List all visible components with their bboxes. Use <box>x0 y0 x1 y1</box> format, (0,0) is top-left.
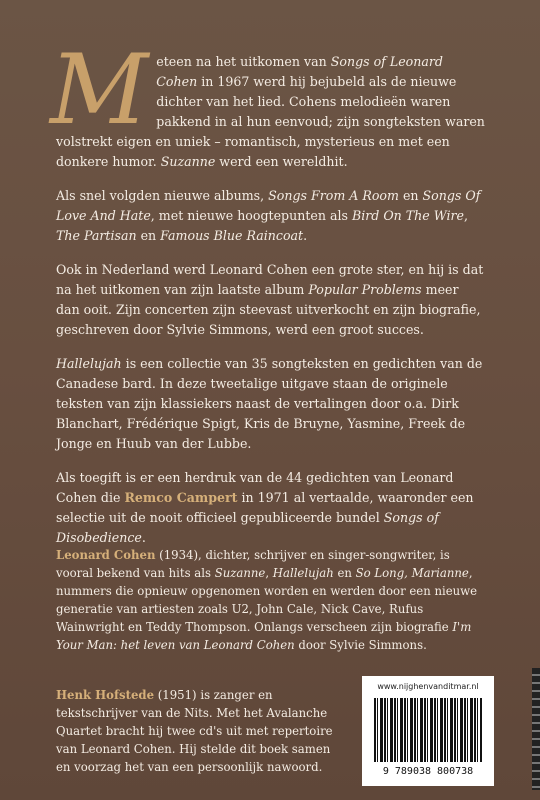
blurb <box>50 34 486 562</box>
text: (1951) is zanger en tekstschrijver van de Nits. Met het Avalanche Quartet bracht hij twee cd's uit met repertoire van Leonard Cohen. Hij stelde dit boek samen en voorzag het van een persoonlijk nawoord. <box>56 688 333 774</box>
barcode-panel <box>362 676 494 786</box>
text: . <box>141 530 146 545</box>
text: Als snel volgden nieuwe albums, <box>56 188 269 203</box>
isbn-number: 9 789038 800738 <box>382 766 474 777</box>
text: , <box>463 208 468 223</box>
song-title: The Partisan <box>56 228 137 243</box>
text: Als toegift is er een herdruk van de 44 gedichten van Leonard Cohen die <box>56 470 454 505</box>
translator-name: Remco Campert <box>124 490 238 505</box>
album-title: Songs of Leonard Cohen <box>156 54 443 89</box>
author-name: Leonard Cohen <box>56 548 156 562</box>
text: door Sylvie Simmons. <box>294 638 427 652</box>
publisher-url: www.nijghenvanditmar.nl <box>377 682 479 691</box>
text: werd een wereldhit. <box>215 154 348 169</box>
text: . <box>303 228 308 243</box>
text: en <box>136 228 161 243</box>
text: meer dan ooit. Zijn concerten zijn steevast uitverkocht en zijn biografie, geschreven door Sylvie Simmons, werd een groot succes. <box>56 282 481 337</box>
album-title: Popular Problems <box>308 282 422 297</box>
album-title: Songs Of Love And Hate <box>56 188 481 223</box>
blurb-paragraph-4 <box>56 354 486 454</box>
bio-henk-hofstede <box>56 686 346 776</box>
song-title: Bird On The Wire <box>351 208 464 223</box>
author-name: Henk Hofstede <box>56 688 155 702</box>
text: in 1971 al vertaalde, waaronder een selectie uit de nooit officieel gepubliceerde bundel <box>56 490 474 525</box>
text: , <box>265 566 273 580</box>
song-title: Suzanne <box>214 566 266 580</box>
text: in 1967 werd hij bejubeld als de nieuwe dichter van het lied. Cohens melodieën waren pakkend in al hun eenvoud; zijn songteksten waren volstrekt eigen en uniek – romantisch, mysterieus en met een donkere humor. <box>56 74 485 169</box>
song-title: Famous Blue Raincoat <box>160 228 304 243</box>
book-title: Hallelujah <box>56 356 122 371</box>
bio-leonard-cohen <box>56 546 486 654</box>
book-title: I'm Your Man: het leven van Leonard Cohen <box>56 620 472 652</box>
text: (1934), dichter, schrijver en singer-songwriter, is vooral bekend van hits als <box>56 548 450 580</box>
album-title: Songs From A Room <box>268 188 399 203</box>
blurb-paragraph-1 <box>50 34 486 172</box>
collection-title: Songs of Disobedience <box>56 510 439 545</box>
text: is een collectie van 35 songteksten en gedichten van de Canadese bard. In deze tweetalige uitgave staan de originele teksten van zijn klassiekers naast de vertalingen door o.a. Dirk Blanchart, Frédérique Spigt, Kris de Bruyne, Yasmine, Freek de Jonge en Huub van der Lubbe. <box>56 356 483 451</box>
song-title: Suzanne <box>160 154 216 169</box>
text: , nummers die opnieuw opgenomen worden en werden door een nieuwe generatie van artiesten zoals U2, John Cale, Nick Cave, Rufus Wainwright en Teddy Thompson. Onlangs verscheen zijn biografie <box>56 566 478 634</box>
text: , met nieuwe hoogtepunten als <box>150 208 352 223</box>
drop-cap: M <box>50 34 149 146</box>
song-title: So Long, Marianne <box>355 566 469 580</box>
spine-edge <box>532 668 540 790</box>
text: Ook in Nederland werd Leonard Cohen een grote ster, en hij is dat na het uitkomen van zijn laatste album <box>56 262 484 297</box>
barcode-icon <box>374 698 482 762</box>
blurb-paragraph-5 <box>56 468 486 548</box>
text: en <box>398 188 423 203</box>
song-title: Hallelujah <box>272 566 334 580</box>
text: eteen na het uitkomen van <box>156 54 331 69</box>
blurb-paragraph-3 <box>56 260 486 340</box>
blurb-paragraph-2 <box>56 186 486 246</box>
text: en <box>333 566 356 580</box>
